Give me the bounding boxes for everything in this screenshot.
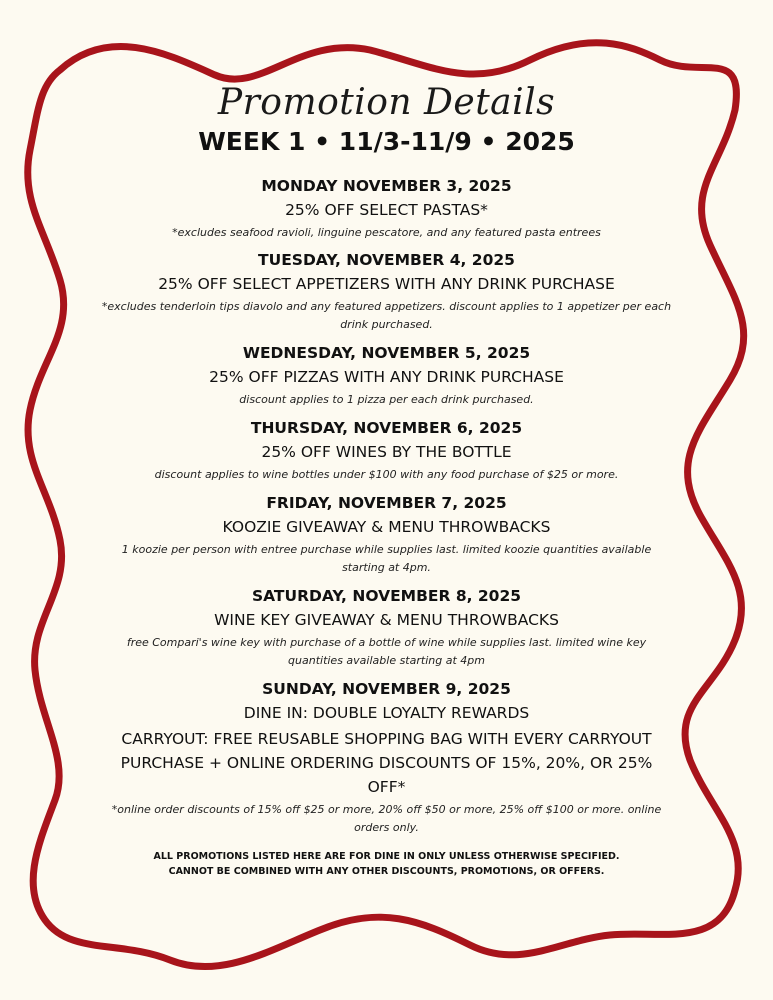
day-offer: 25% OFF SELECT PASTAS* [285,201,488,219]
week-subtitle: WEEK 1 • 11/3-11/9 • 2025 [198,127,575,156]
day-wednesday [100,343,673,409]
day-heading: TUESDAY, NOVEMBER 4, 2025 [258,251,515,269]
day-monday [100,176,673,242]
page-title: Promotion Details [217,82,556,123]
day-sunday [100,679,673,837]
day-note: 1 koozie per person with entree purchase while supplies last. limited koozie quantities available starting at 4pm. [121,543,652,574]
day-offer: KOOZIE GIVEAWAY & MENU THROWBACKS [222,518,551,536]
day-offer: WINE KEY GIVEAWAY & MENU THROWBACKS [214,611,559,629]
day-offer: 25% OFF WINES BY THE BOTTLE [261,443,512,461]
day-heading: SUNDAY, NOVEMBER 9, 2025 [262,680,511,698]
day-note: discount applies to 1 pizza per each drink purchased. [239,393,534,406]
footer-disclaimer [100,849,673,879]
day-heading: THURSDAY, NOVEMBER 6, 2025 [250,419,523,437]
day-thursday [100,418,673,484]
day-friday [100,493,673,577]
day-note: free Compari's wine key with purchase of a bottle of wine while supplies last. limited wine key quantities available starting at 4pm [126,636,647,667]
day-note: *excludes seafood ravioli, linguine pescatore, and any featured pasta entrees [172,226,601,239]
day-offer: 25% OFF SELECT APPETIZERS WITH ANY DRINK PURCHASE [158,275,615,293]
day-offer: DINE IN: DOUBLE LOYALTY REWARDS [243,704,530,722]
footer-line-2: CANNOT BE COMBINED WITH ANY OTHER DISCOUNTS, PROMOTIONS, OR OFFERS. [168,866,605,877]
day-heading: SATURDAY, NOVEMBER 8, 2025 [251,587,522,605]
day-offer: 25% OFF PIZZAS WITH ANY DRINK PURCHASE [209,368,564,386]
day-note: *online order discounts of 15% off $25 or more, 20% off $50 or more, 25% off $100 or more. online orders only. [111,803,662,834]
day-note: discount applies to wine bottles under $100 with any food purchase of $25 or more. [154,468,619,481]
day-heading: FRIDAY, NOVEMBER 7, 2025 [266,494,507,512]
footer-line-1: ALL PROMOTIONS LISTED HERE ARE FOR DINE IN ONLY UNLESS OTHERWISE SPECIFIED. [153,851,620,862]
day-note: *excludes tenderloin tips diavolo and any featured appetizers. discount applies to 1 appetizer per each drink purchased. [101,300,672,331]
day-offer-carryout: CARRYOUT: FREE REUSABLE SHOPPING BAG WITH EVERY CARRYOUT PURCHASE + ONLINE ORDERING DISCOUNTS OF 15%, 20%, OR 25% OFF* [120,730,653,796]
day-saturday [100,586,673,670]
day-heading: MONDAY NOVEMBER 3, 2025 [261,177,512,195]
day-heading: WEDNESDAY, NOVEMBER 5, 2025 [242,344,531,362]
day-tuesday [100,250,673,334]
